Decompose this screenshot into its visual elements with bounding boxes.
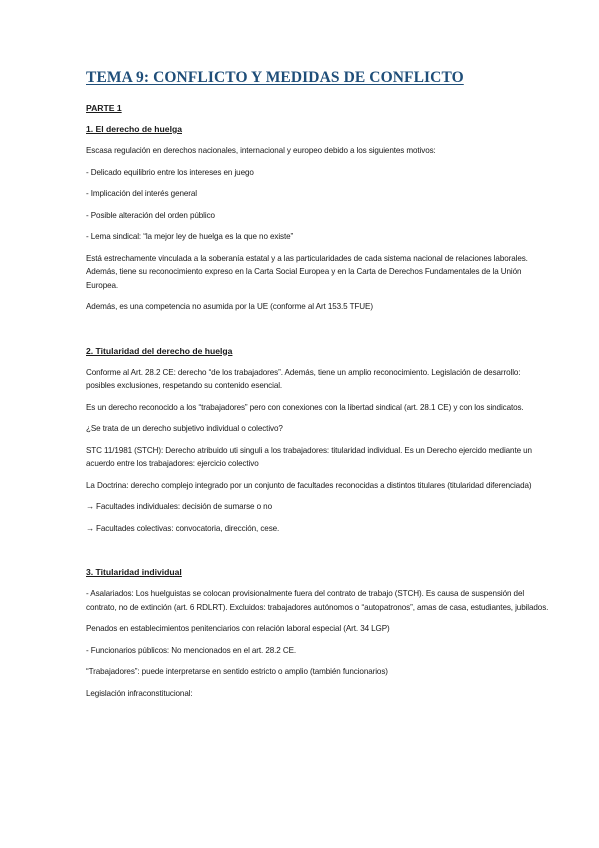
paragraph: “Trabajadores”: puede interpretarse en sentido estricto o amplio (también funcionarios)	[86, 667, 388, 676]
arrow-right-icon: →	[86, 502, 94, 511]
list-item: - Implicación del interés general	[86, 189, 197, 198]
paragraph: - Asalariados: Los huelguistas se colocan provisionalmente fuera del contrato de trabajo (STCH). Es causa de suspensión del contrato, no de extinción (art. 6 RDLRT). Excluidos: trabajadores autónomos o “autopatronos”, amas de casa, estudiantes, jubilados.	[86, 589, 549, 612]
part-heading: PARTE 1	[86, 103, 122, 113]
paragraph: La Doctrina: derecho complejo integrado por un conjunto de facultades reconocidas a distintos titulares (titularidad diferenciada)	[86, 480, 532, 490]
paragraph: Escasa regulación en derechos nacionales, internacional y europeo debido a los siguientes motivos:	[86, 146, 436, 155]
list-item: - Lema sindical: “la mejor ley de huelga es la que no existe”	[86, 232, 294, 241]
list-item: - Posible alteración del orden público	[86, 210, 215, 220]
paragraph: Legislación infraconstitucional:	[86, 688, 193, 698]
arrow-item-text: Facultades colectivas: convocatoria, dirección, cese.	[96, 523, 280, 533]
section-heading-3: 3. Titularidad individual	[86, 567, 182, 577]
arrow-right-icon: →	[86, 523, 94, 533]
paragraph: ¿Se trata de un derecho subjetivo individual o colectivo?	[86, 424, 283, 433]
section-heading-1: 1. El derecho de huelga	[86, 124, 182, 134]
document-title: TEMA 9: CONFLICTO Y MEDIDAS DE CONFLICTO	[86, 69, 464, 86]
arrow-list-item	[86, 522, 549, 536]
paragraph: Además, es una competencia no asumida por la UE (conforme al Art 153.5 TFUE)	[86, 302, 373, 311]
arrow-list-item	[86, 500, 549, 514]
paragraph: Es un derecho reconocido a los “trabajadores” pero con conexiones con la libertad sindical (art. 28.1 CE) y con los sindicatos.	[86, 402, 524, 412]
paragraph: Penados en establecimientos penitenciarios con relación laboral especial (Art. 34 LGP)	[86, 624, 390, 633]
paragraph: Conforme al Art. 28.2 CE: derecho “de los trabajadores”. Además, tiene un amplio reconocimiento. Legislación de desarrollo: posibles exclusiones, respetando su contenido esencial.	[86, 367, 521, 390]
arrow-item-text: Facultades individuales: decisión de sumarse o no	[96, 502, 272, 511]
list-item: - Delicado equilibrio entre los intereses en juego	[86, 167, 254, 177]
paragraph: STC 11/1981 (STCH): Derecho atribuido uti singuli a los trabajadores: titularidad individual. Es un Derecho ejercido mediante un acuerdo entre los trabajadores: ejercicio colectivo	[86, 445, 532, 468]
paragraph: - Funcionarios públicos: No mencionados en el art. 28.2 CE.	[86, 645, 297, 655]
section-heading-2: 2. Titularidad del derecho de huelga	[86, 345, 233, 356]
paragraph: Está estrechamente vinculada a la soberanía estatal y a las particularidades de cada sistema nacional de relaciones laborales. Además, tiene su reconocimiento expreso en la Carta Social Europea y en la Carta de Derechos Fundamentales de la Unión Europea.	[86, 253, 528, 290]
